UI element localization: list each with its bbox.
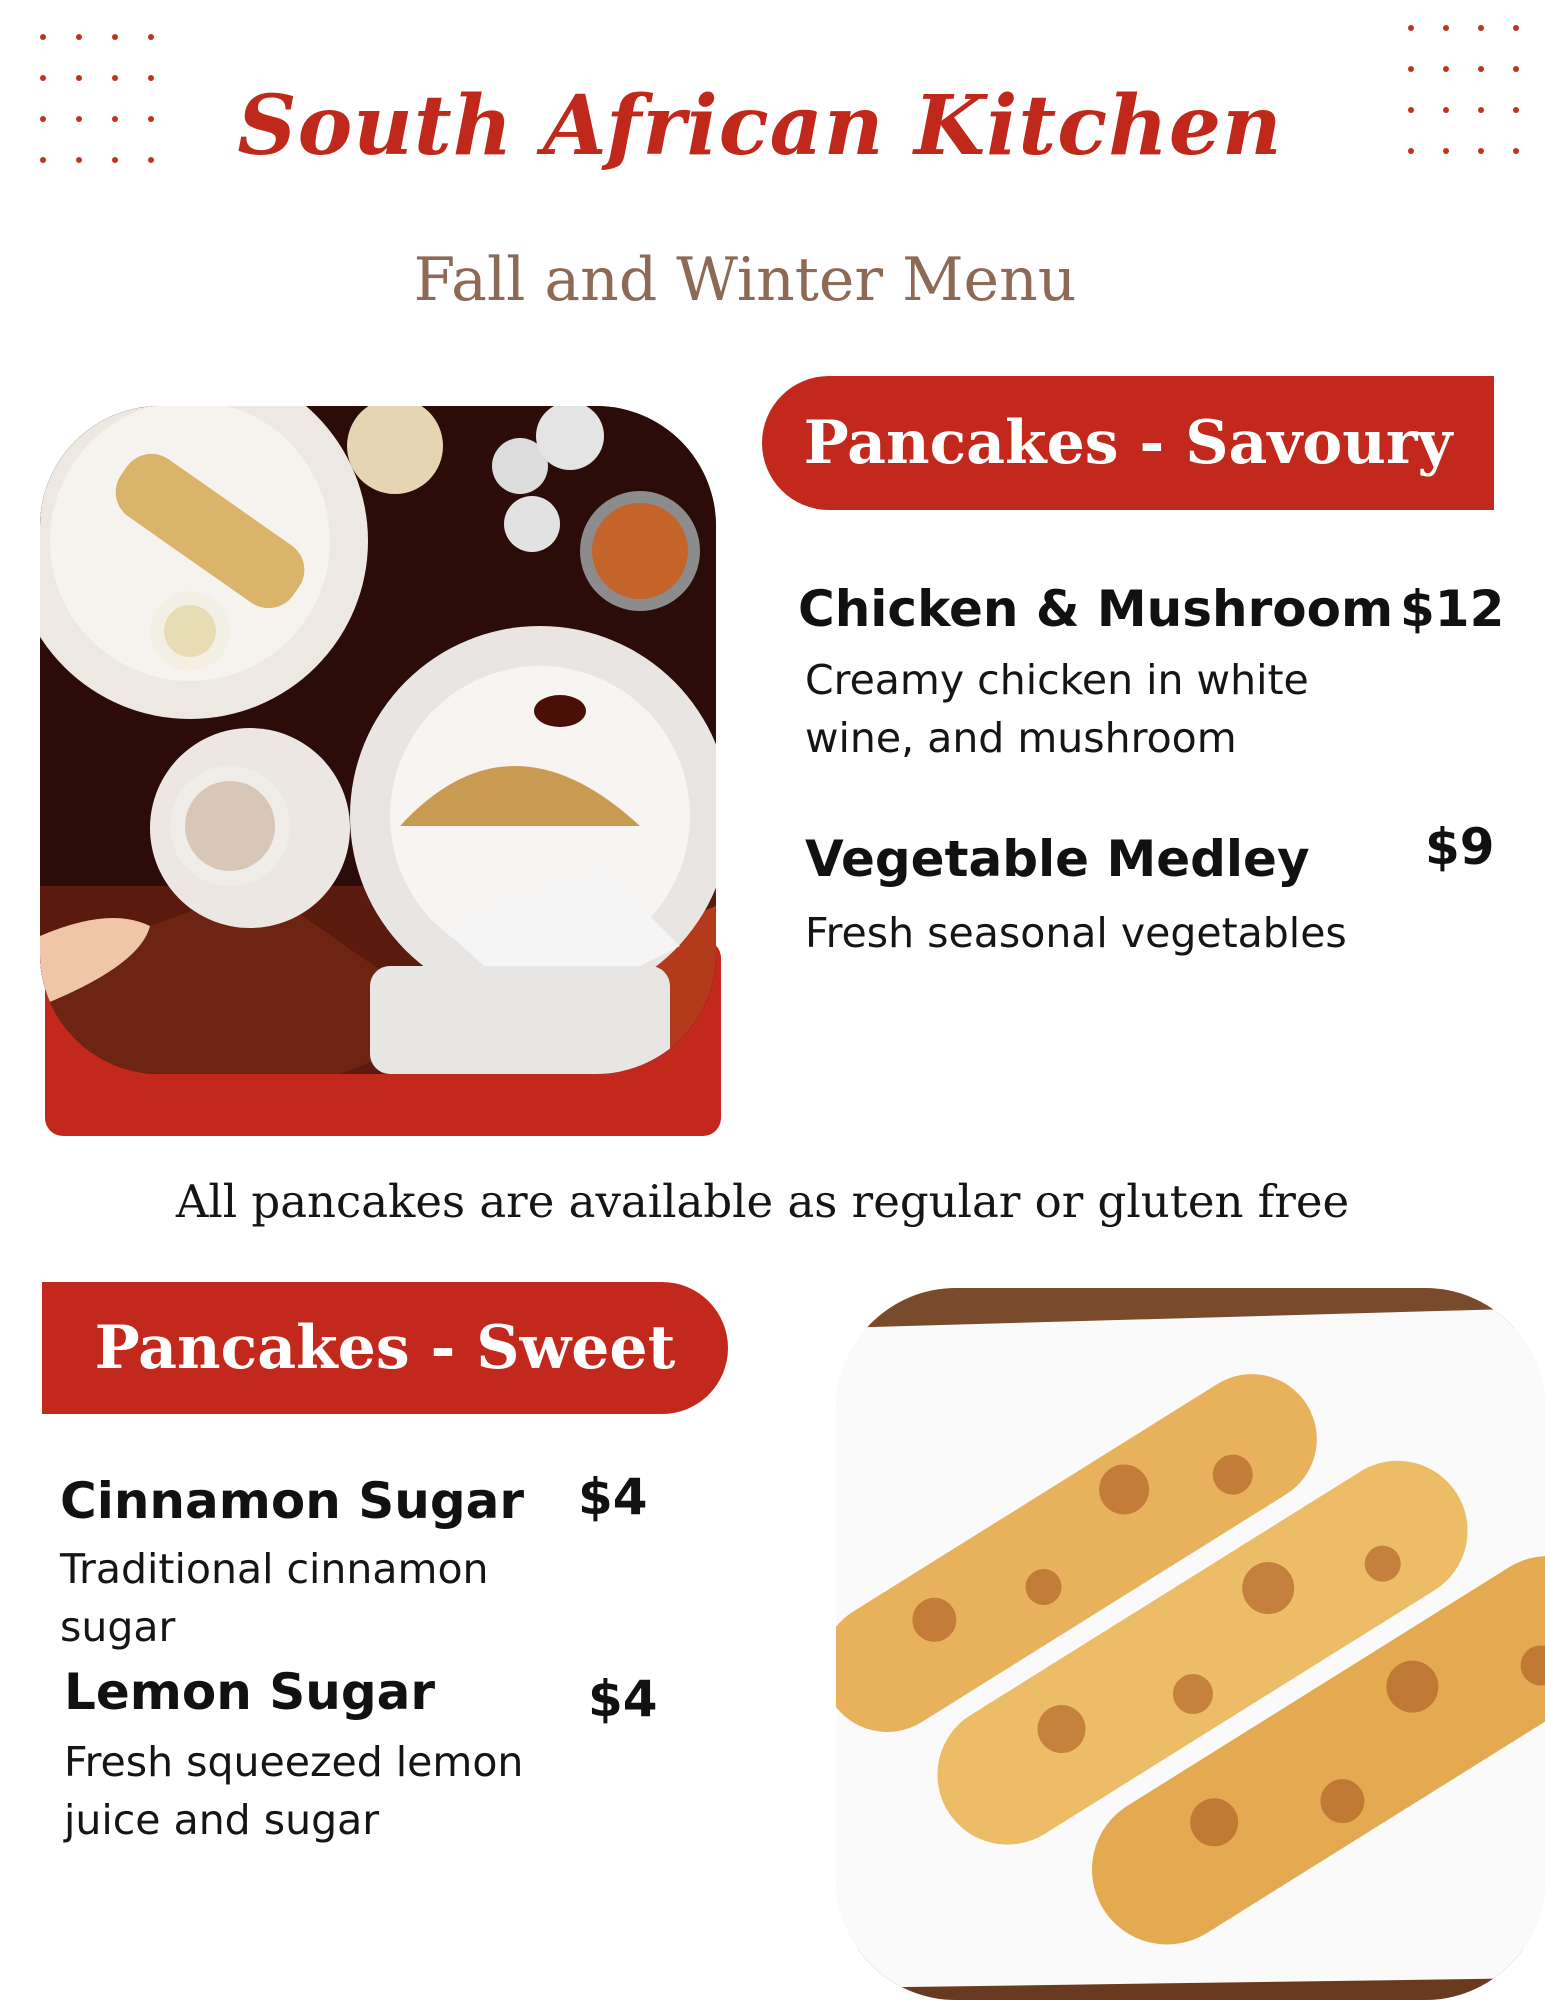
menu-item-description: Creamy chicken in white: [805, 656, 1309, 704]
menu-item-description: Fresh seasonal vegetables: [805, 909, 1347, 957]
gluten-free-note: All pancakes are available as regular or gluten free: [175, 1175, 1350, 1228]
menu-item-name: Chicken & Mushroom: [798, 580, 1394, 638]
menu-item-description: juice and sugar: [64, 1796, 380, 1844]
menu-item-price: $12: [1400, 580, 1505, 638]
menu-item-name: Cinnamon Sugar: [60, 1472, 525, 1530]
menu-item-name: Lemon Sugar: [64, 1663, 436, 1721]
menu-item-description: sugar: [60, 1603, 176, 1651]
menu-subtitle: Fall and Winter Menu: [413, 245, 1077, 315]
menu-item-description: Fresh squeezed lemon: [64, 1738, 524, 1786]
savoury-section-heading: Pancakes - Savoury: [762, 376, 1494, 510]
menu-item-price: $4: [578, 1468, 648, 1526]
sweet-section-heading: Pancakes - Sweet: [42, 1282, 728, 1414]
restaurant-title: South African Kitchen: [237, 78, 1283, 174]
menu-item-description: Traditional cinnamon: [60, 1545, 489, 1593]
table-pancakes-photo: [40, 406, 716, 1074]
menu-item-name: Vegetable Medley: [805, 830, 1310, 888]
menu-item-price: $9: [1425, 818, 1495, 876]
rolled-crepes-photo: [836, 1288, 1545, 2000]
menu-item-price: $4: [588, 1670, 658, 1728]
menu-item-description: wine, and mushroom: [805, 714, 1237, 762]
